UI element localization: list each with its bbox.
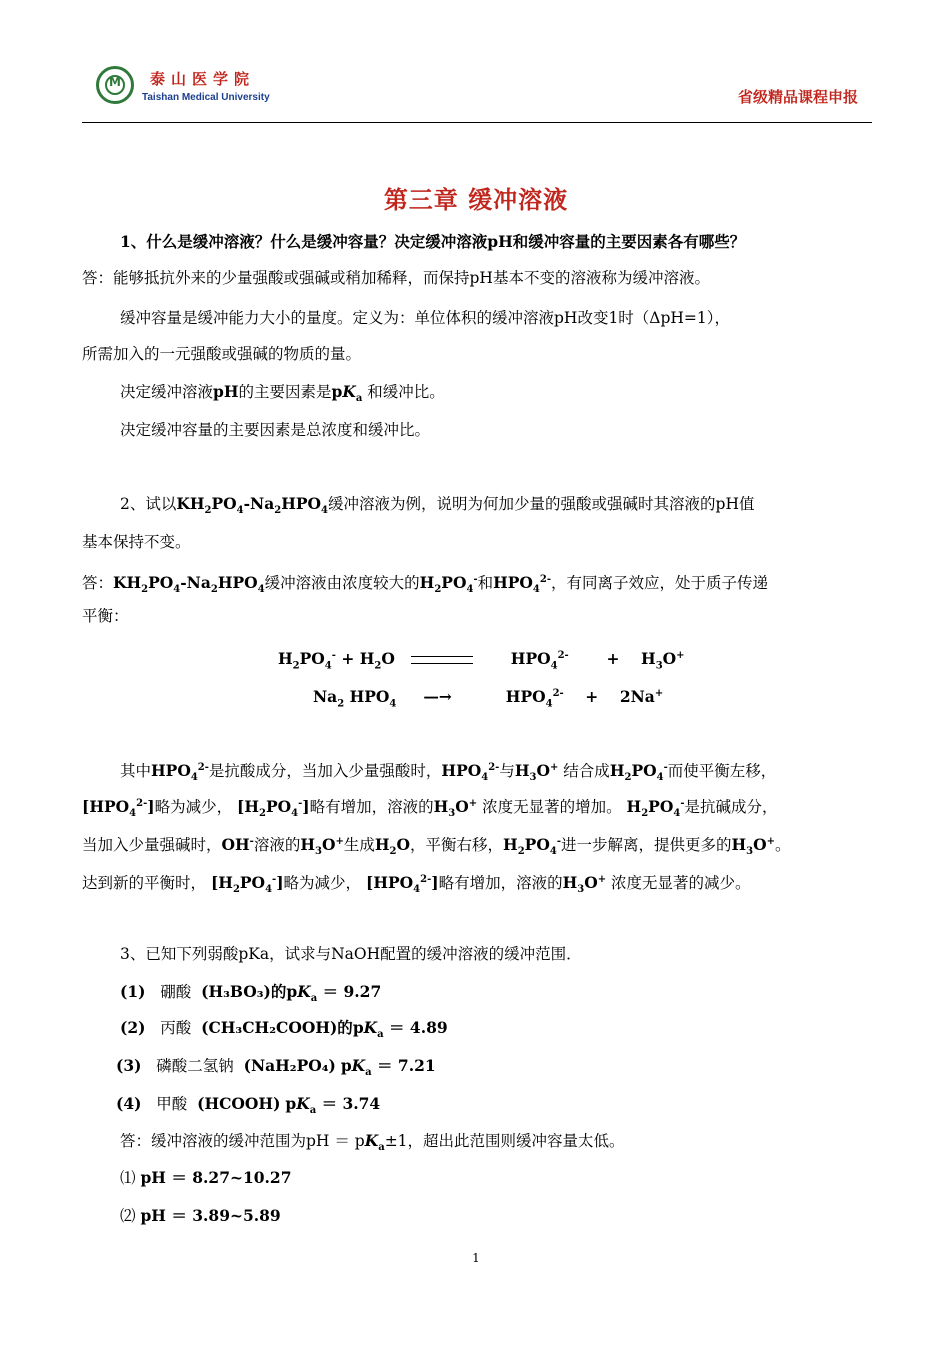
q3-item-1: (1) 硼酸 (H₃BO₃)的$pK_a = 9.27$ xyxy=(120,982,382,1005)
q1-answer-2a: 缓冲容量是缓冲能力大小的量度。定义为：单位体积的缓冲溶液pH改变1时（ΔpH=1）， xyxy=(120,309,731,327)
q1-question: 1、什么是缓冲溶液？什么是缓冲容量？决定缓冲溶液pH和缓冲容量的主要因素各有哪些？ xyxy=(120,232,746,251)
header-right-label: 省级精品课程申报 xyxy=(737,88,858,106)
q1-answer-4: 决定缓冲容量的主要因素是总浓度和缓冲比。 xyxy=(120,421,431,439)
q3-result-1: ⑴ pH ＝ 8.27~10.27 xyxy=(120,1168,292,1187)
equilibrium-arrow xyxy=(411,656,473,664)
q3-question: 3、已知下列弱酸pKa，试求与NaOH配置的缓冲溶液的缓冲范围． xyxy=(120,945,582,963)
chapter-title: 第三章 缓冲溶液 xyxy=(383,186,569,214)
q2-question-2: 基本保持不变。 xyxy=(82,533,191,551)
q2-para-3: 当加入少量强碱时，OH-溶液的$H_3O^+$生成$H_2O$，平衡右移，$H_2PO_4^-$进一步解离，提供更多的$H_3O^+$。 xyxy=(82,835,791,858)
q2-question-1: 2、试以$KH_2PO_4-Na_2HPO_4$缓冲溶液为例，说明为何加少量的强酸或强碱时其溶液的pH值 xyxy=(120,494,755,517)
q3-item-3: (3) 磷酸二氢钠 (NaH₂PO₄) $pK_a = 7.21$ xyxy=(116,1056,436,1079)
university-name-cn: 泰山医学院 xyxy=(150,70,256,88)
q2-para-1: 其中$HPO_4^{2-}$是抗酸成分，当加入少量强酸时，$HPO_4^{2-}$与$H_3O^+$ 结合成$H_2PO_4^-$而使平衡左移， xyxy=(120,761,777,784)
q3-item-4: (4) 甲酸 (HCOOH) $pK_a = 3.74$ xyxy=(116,1094,381,1117)
q2-para-4: 达到新的平衡时， $[H_2PO_4^-]$略为减少， $[HPO_4^{2-}]$略有增加，溶液的$H_3O^+$ 浓度无显著的减少。 xyxy=(82,873,751,896)
equation-2: $Na_2$ $HPO_4$ —→ $HPO_4^{2-}$ + 2Na+ xyxy=(313,687,664,710)
q3-item-2: (2) 丙酸 (CH₃CH₂COOH)的$pK_a = 4.89$ xyxy=(120,1018,448,1041)
q3-answer: 答：缓冲溶液的缓冲范围为pH ＝ $pK_a\pm 1$，超出此范围则缓冲容量太低。 xyxy=(120,1131,625,1154)
q3-result-2: ⑵ pH ＝ 3.89~5.89 xyxy=(120,1206,281,1225)
logo-letter: M xyxy=(109,75,121,89)
q2-answer-2: 平衡： xyxy=(82,607,129,625)
page-header xyxy=(82,62,872,123)
university-name-en: Taishan Medical University xyxy=(142,92,270,103)
q1-answer-1: 答：能够抵抗外来的少量强酸或强碱或稍加稀释，而保持pH基本不变的溶液称为缓冲溶液。 xyxy=(82,269,710,287)
q1-answer-3: 决定缓冲溶液pH的主要因素是$pK_a$ 和缓冲比。 xyxy=(120,382,445,405)
q2-answer-1: 答：$KH_2PO_4-Na_2HPO_4$缓冲溶液由浓度较大的$H_2PO_4^-$和$HPO_4^{2-}$，有同离子效应，处于质子传递 xyxy=(82,573,769,596)
q2-para-2: $[HPO_4^{2-}]$略为减少， $[H_2PO_4^-]$略有增加，溶液的$H_3O^+$ 浓度无显著的增加。 $H_2PO_4^-$是抗碱成分， xyxy=(82,797,778,820)
q1-answer-2b: 所需加入的一元强酸或强碱的物质的量。 xyxy=(82,345,362,363)
university-logo xyxy=(96,66,134,104)
page-number: 1 xyxy=(472,1251,480,1265)
equation-1: $H_2PO_4^- + H_2O$ $HPO_4^{2-}$ + $H_3O^+$ xyxy=(278,649,685,672)
